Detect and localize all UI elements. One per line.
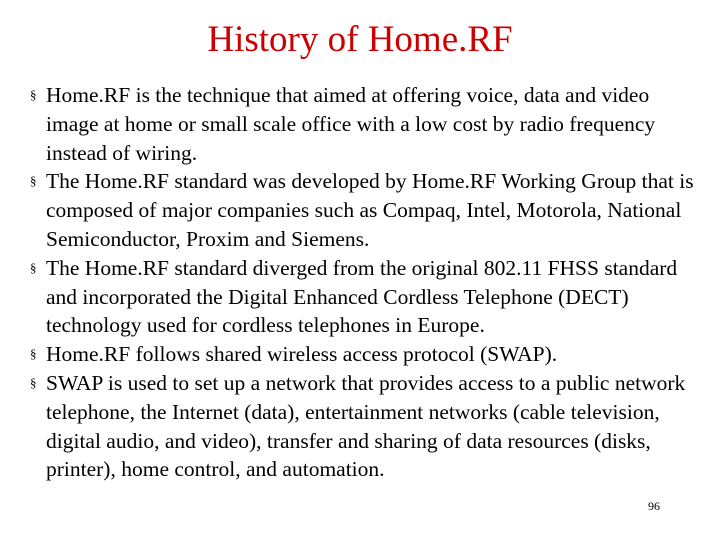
bullet-marker-icon: § <box>30 346 37 362</box>
bullet-item <box>29 81 701 167</box>
bullet-marker-icon: § <box>30 374 37 390</box>
bullet-item <box>29 340 701 369</box>
bullet-text: Home.RF is the technique that aimed at offering voice, data and video image at home or small scale office with a low cost by radio frequency instead of wiring. <box>46 83 656 165</box>
bullet-text: The Home.RF standard diverged from the original 802.11 FHSS standard and incorporated the Digital Enhanced Cordless Telephone (DECT) technology used for cordless telephones in Europe. <box>46 255 678 338</box>
bullet-marker-icon: § <box>30 173 37 189</box>
slide-title: History of Home.RF <box>207 19 513 60</box>
bullet-marker-icon: § <box>30 259 37 275</box>
bullet-item <box>29 167 701 253</box>
bullet-marker-icon: § <box>30 87 37 102</box>
page-number: 96 <box>648 499 660 513</box>
bullet-text: The Home.RF standard was developed by Home.RF Working Group that is composed of major companies such as Compaq, Intel, Motorola, National Semiconductor, Proxim and Siemens. <box>46 169 694 251</box>
bullet-item <box>29 254 701 340</box>
bullet-list <box>29 81 701 484</box>
bullet-text: Home.RF follows shared wireless access protocol (SWAP). <box>46 342 558 367</box>
bullet-text: SWAP is used to set up a network that provides access to a public network telephone, the Internet (data), entertainment networks (cable television, digital audio, and video), transfer and sharing of data resources (disks, printer), home control, and automation. <box>46 370 686 482</box>
bullet-item <box>29 369 701 484</box>
